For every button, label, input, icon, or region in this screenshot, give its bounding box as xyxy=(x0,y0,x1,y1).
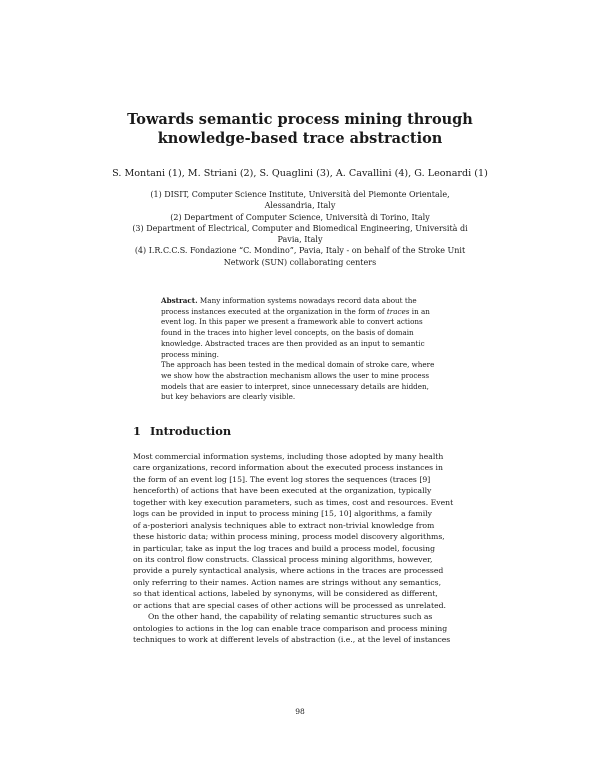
section-heading xyxy=(133,423,231,439)
page-number: 98 xyxy=(295,707,305,716)
affiliation-line: Pavia, Italy xyxy=(277,235,323,245)
affiliation-line: (2) Department of Computer Science, Università di Torino, Italy xyxy=(170,212,430,222)
body-line: or actions that are special cases of other actions will be processed as unrelated. xyxy=(133,600,446,610)
abstract-paragraph-2: The approach has been tested in the medical domain of stroke care, where we show how the abstraction mechanism allows the user to mine process models that are easier to interpret, since unnecessary details are hidden, but key behaviors are clearly visible. xyxy=(161,360,435,402)
body-line: Most commercial information systems, including those adopted by many health xyxy=(133,452,444,461)
affiliation-line: (4) I.R.C.C.S. Fondazione “C. Mondino”, Pavia, Italy - on behalf of the Stroke Unit xyxy=(134,246,466,256)
body-line: together with key execution parameters, such as times, cost and resources. Event xyxy=(133,497,454,507)
affiliation-line: (3) Department of Electrical, Computer and Biomedical Engineering, Università di xyxy=(132,223,468,233)
paper-title xyxy=(100,110,500,148)
body-line: provide a purely syntactical analysis, where actions in the traces are processed xyxy=(133,566,444,576)
abstract-emphasis: traces xyxy=(386,306,410,316)
affiliation-line: Alessandria, Italy xyxy=(264,201,336,211)
title-line: knowledge-based trace abstraction xyxy=(157,130,443,147)
body-line: henceforth) of actions that have been executed at the organization, typically xyxy=(133,486,432,496)
body-line: care organizations, record information about the executed process instances in xyxy=(133,463,443,473)
abstract-text: Many information systems nowadays record data about the process instances executed at the organization in the form of xyxy=(161,296,417,316)
body-line: On the other hand, the capability of relating semantic structures such as xyxy=(148,612,433,622)
body-line: of a-posteriori analysis techniques able to extract non-trivial knowledge from xyxy=(133,520,435,530)
body-line: on its control flow constructs. Classical process mining algorithms, however, xyxy=(133,554,433,564)
author-list: S. Montani (1), M. Striani (2), S. Quaglini (3), A. Cavallini (4), G. Leonardi (1) xyxy=(112,168,488,179)
body-line: techniques to work at different levels of abstraction (i.e., at the level of instances xyxy=(133,635,451,644)
body-line: these historic data; within process mining, process model discovery algorithms, xyxy=(133,532,445,542)
body-line: in particular, take as input the log traces and build a process model, focusing xyxy=(133,543,436,553)
affiliation-line: (1) DISIT, Computer Science Institute, Università del Piemonte Orientale, xyxy=(150,190,450,199)
body-line: the form of an event log [15]. The event log stores the sequences (traces [9] xyxy=(133,474,431,484)
body-line: ontologies to actions in the log can enable trace comparison and process mining xyxy=(133,623,448,633)
abstract xyxy=(161,296,441,403)
section-number: 1 xyxy=(133,424,141,438)
body-line: so that identical actions, labeled by synonyms, will be considered as different, xyxy=(133,589,438,599)
affiliation-line: Network (SUN) collaborating centers xyxy=(223,257,377,267)
affiliations xyxy=(110,189,490,268)
introduction-body xyxy=(133,451,471,645)
abstract-text-rest: in an event log. In this paper we present a framework able to convert actions found in the traces into higher level concepts, on the basis of domain knowledge. Abstracted traces are then provided as an input to semantic process mining. xyxy=(161,306,430,359)
abstract-label: Abstract. xyxy=(161,296,198,305)
title-line: Towards semantic process mining through xyxy=(127,111,473,128)
body-line: logs can be provided in input to process mining [15, 10] algorithms, a family xyxy=(133,509,432,519)
abstract-paragraph-1 xyxy=(161,296,441,360)
body-line: only referring to their names. Action names are strings without any semantics, xyxy=(133,577,442,587)
section-title: Introduction xyxy=(150,424,232,438)
